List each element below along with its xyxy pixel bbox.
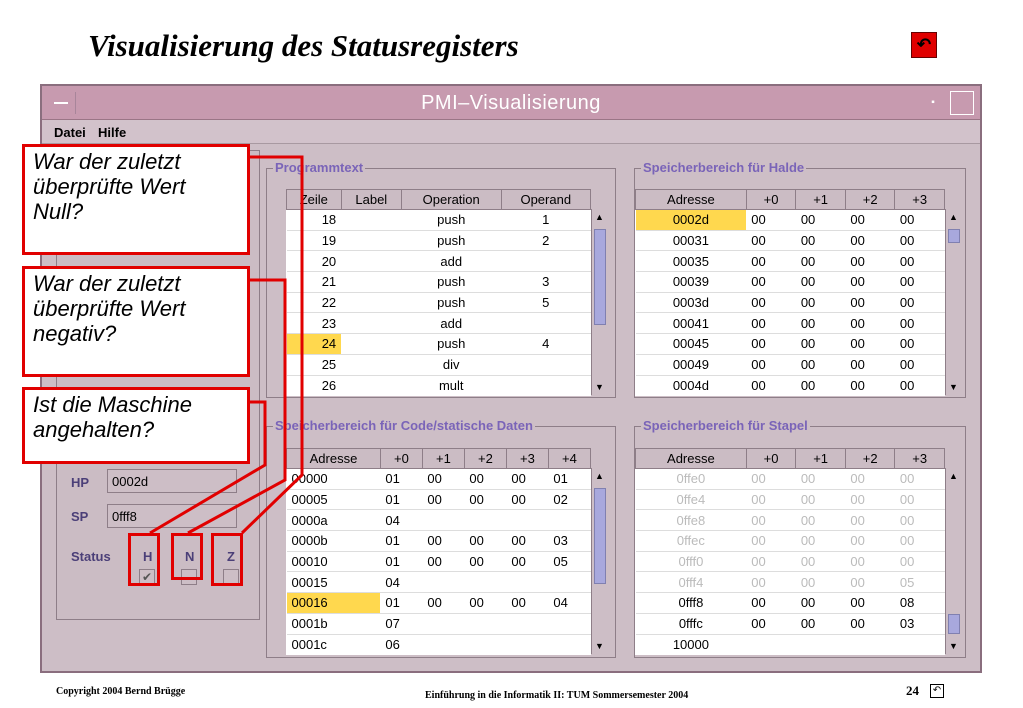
table-cell: 00 (845, 613, 895, 634)
table-cell: push (401, 272, 501, 293)
table-cell: 01 (548, 469, 590, 490)
flag-z-highlight (211, 533, 243, 586)
table-cell: 00045 (636, 334, 747, 355)
table-cell: 00 (895, 375, 945, 396)
table-cell: 0002d (636, 210, 747, 231)
column-header[interactable]: +2 (464, 449, 506, 469)
menu-hilfe[interactable]: Hilfe (98, 125, 127, 140)
table-cell: 06 (380, 634, 422, 655)
table-cell: 00 (845, 354, 895, 375)
scroll-up-icon[interactable]: ▲ (949, 471, 958, 481)
table-row[interactable] (636, 354, 945, 375)
table-cell: 19 (287, 230, 342, 251)
column-header[interactable]: +3 (895, 449, 945, 469)
table-cell (548, 510, 590, 531)
table-cell (341, 354, 401, 375)
table-cell (506, 572, 548, 593)
table-row[interactable] (636, 510, 945, 531)
table-cell: 04 (380, 572, 422, 593)
table-cell: 00 (895, 354, 945, 375)
table-cell: 0000a (287, 510, 381, 531)
table-cell: 21 (287, 272, 342, 293)
table-cell: 00 (746, 210, 796, 231)
column-header[interactable]: +1 (422, 449, 464, 469)
flag-h-highlight (128, 533, 160, 586)
table-cell: 00 (895, 510, 945, 531)
code-scrollbar[interactable] (591, 468, 607, 654)
table-cell: 00 (845, 334, 895, 355)
table-cell: 00 (464, 593, 506, 614)
table-cell: 18 (287, 210, 342, 231)
table-row[interactable] (636, 313, 945, 334)
column-header[interactable]: +2 (845, 449, 895, 469)
halde-table (635, 189, 945, 396)
table-cell (464, 572, 506, 593)
code-title: Speicherbereich für Code/statische Daten (275, 418, 533, 433)
table-cell: 00 (746, 272, 796, 293)
hp-field[interactable]: 0002d (107, 469, 237, 493)
return-arrow-icon: ↶ (932, 685, 942, 696)
table-row[interactable] (287, 634, 591, 655)
table-cell: 00 (845, 593, 895, 614)
table-cell: 10000 (636, 634, 747, 655)
table-row[interactable] (287, 292, 591, 313)
table-cell: 00 (422, 489, 464, 510)
column-header[interactable]: +3 (506, 449, 548, 469)
table-cell (506, 613, 548, 634)
table-header-row (636, 449, 945, 469)
table-row[interactable] (636, 375, 945, 396)
table-cell: 00 (895, 272, 945, 293)
flag-h-label: H (143, 549, 153, 564)
table-cell: 00039 (636, 272, 747, 293)
table-row[interactable] (287, 531, 591, 552)
table-cell (548, 572, 590, 593)
table-cell: 00 (796, 572, 846, 593)
table-cell: 00 (506, 531, 548, 552)
table-cell: div (401, 354, 501, 375)
scroll-down-icon[interactable]: ▼ (595, 382, 604, 392)
table-cell: 00041 (636, 313, 747, 334)
flag-z-label: Z (227, 549, 235, 564)
table-cell: 04 (548, 593, 590, 614)
footer-nav-button[interactable] (930, 684, 944, 698)
return-arrow-icon: ↶ (916, 35, 932, 54)
table-cell: 00 (506, 593, 548, 614)
stapel-title: Speicherbereich für Stapel (643, 418, 808, 433)
sp-field[interactable]: 0fff8 (107, 504, 237, 528)
hp-label: HP (71, 475, 90, 490)
table-cell: 23 (287, 313, 342, 334)
scroll-thumb[interactable] (948, 614, 960, 634)
table-cell: 00 (895, 551, 945, 572)
table-cell: 00 (895, 292, 945, 313)
table-cell (464, 510, 506, 531)
table-row[interactable] (636, 469, 945, 490)
table-cell: 00 (796, 551, 846, 572)
status-label: Status (71, 549, 111, 564)
slide-title: Visualisierung des Statusregisters (88, 28, 519, 63)
footer-course: Einführung in die Informatik II: TUM Sommersemester 2004 (425, 690, 689, 701)
table-cell (506, 634, 548, 655)
table-cell: 00 (796, 354, 846, 375)
table-cell: 0ffe0 (636, 469, 747, 490)
table-cell: 0ffe4 (636, 489, 747, 510)
column-header[interactable]: Adresse (636, 190, 747, 210)
table-cell: 00 (895, 469, 945, 490)
table-row[interactable] (636, 489, 945, 510)
table-cell (422, 613, 464, 634)
table-cell (341, 313, 401, 334)
programmtext-scrollbar[interactable] (591, 209, 607, 395)
table-cell: 03 (895, 613, 945, 634)
column-header[interactable]: +1 (796, 449, 846, 469)
table-cell: 03 (548, 531, 590, 552)
table-row[interactable] (636, 613, 945, 634)
table-cell: 00 (464, 531, 506, 552)
table-cell (895, 634, 945, 655)
table-cell: 0fff4 (636, 572, 747, 593)
table-cell: 00 (845, 489, 895, 510)
table-cell: 00 (895, 489, 945, 510)
table-cell: push (401, 230, 501, 251)
table-cell: 00 (845, 230, 895, 251)
scroll-down-icon[interactable]: ▼ (949, 382, 958, 392)
table-cell (501, 354, 591, 375)
table-row[interactable] (287, 613, 591, 634)
table-cell: 00 (746, 251, 796, 272)
flag-n-label: N (185, 549, 195, 564)
table-cell: 05 (548, 551, 590, 572)
table-cell: 00 (845, 469, 895, 490)
table-row[interactable] (287, 510, 591, 531)
stapel-scrollbar[interactable] (945, 468, 961, 654)
table-cell (796, 634, 846, 655)
table-cell: 00 (464, 469, 506, 490)
table-cell: add (401, 313, 501, 334)
table-cell: 00 (746, 531, 796, 552)
table-cell: 00 (796, 230, 846, 251)
table-cell: 08 (895, 593, 945, 614)
table-row[interactable] (636, 334, 945, 355)
table-cell (746, 634, 796, 655)
table-cell: 00000 (287, 469, 381, 490)
table-cell (845, 634, 895, 655)
table-cell: 20 (287, 251, 342, 272)
table-cell: 0000b (287, 531, 381, 552)
stapel-table (635, 448, 945, 655)
table-row[interactable] (287, 251, 591, 272)
column-header[interactable]: Adresse (636, 449, 747, 469)
table-cell: 00 (506, 489, 548, 510)
table-cell: 00 (746, 354, 796, 375)
table-cell: 2 (501, 230, 591, 251)
scroll-thumb[interactable] (948, 229, 960, 243)
table-cell: 00 (895, 210, 945, 231)
table-cell (341, 210, 401, 231)
table-cell: 0fffc (636, 613, 747, 634)
table-cell: 0fff8 (636, 593, 747, 614)
table-cell (422, 634, 464, 655)
table-cell: 00 (422, 551, 464, 572)
table-cell: 0001c (287, 634, 381, 655)
table-row[interactable] (636, 551, 945, 572)
table-cell: 07 (380, 613, 422, 634)
table-cell: 26 (287, 375, 342, 396)
table-row[interactable] (636, 593, 945, 614)
table-cell: 00 (746, 375, 796, 396)
table-cell: 00031 (636, 230, 747, 251)
scroll-thumb[interactable] (594, 488, 606, 584)
table-cell: 00 (845, 313, 895, 334)
table-cell: 02 (548, 489, 590, 510)
table-cell: 0ffe8 (636, 510, 747, 531)
minimize-icon: ▪ (931, 97, 935, 108)
table-cell: 00 (895, 313, 945, 334)
table-cell: 00 (796, 292, 846, 313)
table-cell: 00 (796, 531, 846, 552)
table-cell: 00010 (287, 551, 381, 572)
menu-datei[interactable]: Datei (54, 125, 86, 140)
table-header-row (287, 449, 591, 469)
table-cell: 01 (380, 531, 422, 552)
table-cell: 00 (895, 531, 945, 552)
table-cell (506, 510, 548, 531)
table-header-row (287, 190, 591, 210)
table-cell: 0003d (636, 292, 747, 313)
table-row[interactable] (287, 375, 591, 396)
column-header[interactable]: Operation (401, 190, 501, 210)
table-cell: 00 (796, 375, 846, 396)
table-cell: 00 (845, 510, 895, 531)
table-cell (422, 572, 464, 593)
table-cell: 00 (796, 593, 846, 614)
column-header[interactable]: +0 (746, 190, 796, 210)
table-cell: 00 (422, 531, 464, 552)
table-cell: 00005 (287, 489, 381, 510)
table-cell (341, 292, 401, 313)
scroll-thumb[interactable] (594, 229, 606, 325)
table-row[interactable] (287, 334, 591, 355)
table-row[interactable] (636, 272, 945, 293)
table-row[interactable] (636, 531, 945, 552)
table-cell (422, 510, 464, 531)
table-cell: 00 (845, 375, 895, 396)
table-cell: 00 (845, 292, 895, 313)
column-header[interactable]: +4 (548, 449, 590, 469)
table-cell: 00 (464, 489, 506, 510)
footer-copyright: Copyright 2004 Bernd Brügge (56, 686, 186, 697)
table-cell (548, 634, 590, 655)
table-cell: 00 (746, 593, 796, 614)
table-cell: push (401, 210, 501, 231)
back-nav-button[interactable] (911, 32, 937, 58)
table-cell: 0ffec (636, 531, 747, 552)
programmtext-title: Programmtext (275, 160, 364, 175)
table-cell: 0fff0 (636, 551, 747, 572)
halde-title: Speicherbereich für Halde (643, 160, 805, 175)
table-cell: 3 (501, 272, 591, 293)
table-cell: 00 (796, 313, 846, 334)
scroll-up-icon[interactable]: ▲ (595, 471, 604, 481)
table-row[interactable] (636, 292, 945, 313)
maximize-button[interactable] (950, 91, 974, 115)
table-row[interactable] (636, 572, 945, 593)
table-cell: 0004d (636, 375, 747, 396)
table-row[interactable] (287, 593, 591, 614)
table-cell: push (401, 292, 501, 313)
table-cell: 00 (796, 334, 846, 355)
scroll-up-icon[interactable]: ▲ (595, 212, 604, 222)
table-cell: 00 (746, 292, 796, 313)
table-cell: 00 (746, 469, 796, 490)
table-cell: 00 (796, 251, 846, 272)
table-cell: mult (401, 375, 501, 396)
table-row[interactable] (636, 634, 945, 655)
table-row[interactable] (287, 489, 591, 510)
table-row[interactable] (287, 572, 591, 593)
table-cell: 00 (506, 551, 548, 572)
table-row[interactable] (287, 272, 591, 293)
callout-zero: War der zuletzt überprüfte Wert Null? (22, 144, 250, 255)
table-cell: 00 (796, 613, 846, 634)
column-header[interactable]: Operand (501, 190, 591, 210)
table-cell: 00 (746, 334, 796, 355)
table-cell (341, 272, 401, 293)
table-cell: 00 (422, 593, 464, 614)
table-row[interactable] (287, 551, 591, 572)
column-header[interactable]: +1 (796, 190, 846, 210)
minimize-button[interactable] (922, 92, 944, 114)
table-cell: 00 (746, 489, 796, 510)
column-header[interactable]: Label (341, 190, 401, 210)
code-table (286, 448, 591, 655)
table-cell: 00 (845, 551, 895, 572)
table-cell: 00049 (636, 354, 747, 375)
table-cell: 24 (287, 334, 342, 355)
table-cell: 22 (287, 292, 342, 313)
column-header[interactable]: +2 (845, 190, 895, 210)
table-cell: push (401, 334, 501, 355)
table-cell: add (401, 251, 501, 272)
table-row[interactable] (636, 251, 945, 272)
table-cell: 00016 (287, 593, 381, 614)
table-cell: 00 (746, 572, 796, 593)
table-cell: 00 (506, 469, 548, 490)
table-cell: 00 (746, 551, 796, 572)
table-cell (341, 334, 401, 355)
table-cell: 00 (845, 531, 895, 552)
table-cell: 01 (380, 489, 422, 510)
table-cell: 05 (895, 572, 945, 593)
table-row[interactable] (287, 230, 591, 251)
table-cell: 01 (380, 551, 422, 572)
table-cell: 00 (796, 272, 846, 293)
table-cell: 04 (380, 510, 422, 531)
table-cell: 0001b (287, 613, 381, 634)
table-cell: 00015 (287, 572, 381, 593)
table-cell (464, 634, 506, 655)
table-cell (548, 613, 590, 634)
table-cell: 1 (501, 210, 591, 231)
sp-label: SP (71, 509, 89, 524)
scroll-down-icon[interactable]: ▼ (949, 641, 958, 651)
table-cell: 00 (746, 313, 796, 334)
table-cell: 00 (422, 469, 464, 490)
menu-bar (42, 120, 980, 144)
table-header-row (636, 190, 945, 210)
table-cell: 01 (380, 469, 422, 490)
table-cell: 00 (796, 510, 846, 531)
table-cell: 00 (796, 489, 846, 510)
table-row[interactable] (636, 210, 945, 231)
table-cell: 25 (287, 354, 342, 375)
callout-negative: War der zuletzt überprüfte Wert negativ? (22, 266, 250, 377)
window-title: PMI–Visualisierung (421, 92, 601, 114)
table-cell (501, 375, 591, 396)
table-cell: 00 (464, 551, 506, 572)
table-cell: 5 (501, 292, 591, 313)
table-cell: 00 (796, 469, 846, 490)
table-cell: 00 (746, 510, 796, 531)
scroll-down-icon[interactable]: ▼ (595, 641, 604, 651)
table-cell: 00 (895, 251, 945, 272)
column-header[interactable]: +0 (746, 449, 796, 469)
table-cell (501, 251, 591, 272)
table-cell (341, 230, 401, 251)
table-cell: 00035 (636, 251, 747, 272)
programmtext-table (286, 189, 591, 396)
table-cell: 01 (380, 593, 422, 614)
table-cell: 00 (845, 251, 895, 272)
halde-scrollbar[interactable] (945, 209, 961, 395)
table-cell (341, 251, 401, 272)
table-cell: 00 (746, 230, 796, 251)
table-cell: 00 (845, 572, 895, 593)
table-row[interactable] (287, 354, 591, 375)
callout-halt: Ist die Maschine angehalten? (22, 387, 250, 464)
table-row[interactable] (287, 210, 591, 231)
title-bar (42, 86, 980, 120)
flag-h-checkbox[interactable]: ✔ (139, 569, 155, 585)
column-header[interactable]: Zeile (287, 190, 342, 210)
table-cell: 4 (501, 334, 591, 355)
table-cell: 00 (895, 334, 945, 355)
column-header[interactable]: +0 (380, 449, 422, 469)
table-row[interactable] (636, 230, 945, 251)
page-number: 24 (906, 683, 919, 698)
table-cell (464, 613, 506, 634)
table-cell (501, 313, 591, 334)
table-cell: 00 (845, 272, 895, 293)
table-cell: 00 (746, 613, 796, 634)
table-cell: 00 (796, 210, 846, 231)
table-cell: 00 (895, 230, 945, 251)
flag-n-highlight (171, 533, 203, 580)
table-row[interactable] (287, 313, 591, 334)
column-header[interactable]: Adresse (287, 449, 381, 469)
table-cell (341, 375, 401, 396)
table-row[interactable] (287, 469, 591, 490)
column-header[interactable]: +3 (895, 190, 945, 210)
scroll-up-icon[interactable]: ▲ (949, 212, 958, 222)
table-cell: 00 (845, 210, 895, 231)
